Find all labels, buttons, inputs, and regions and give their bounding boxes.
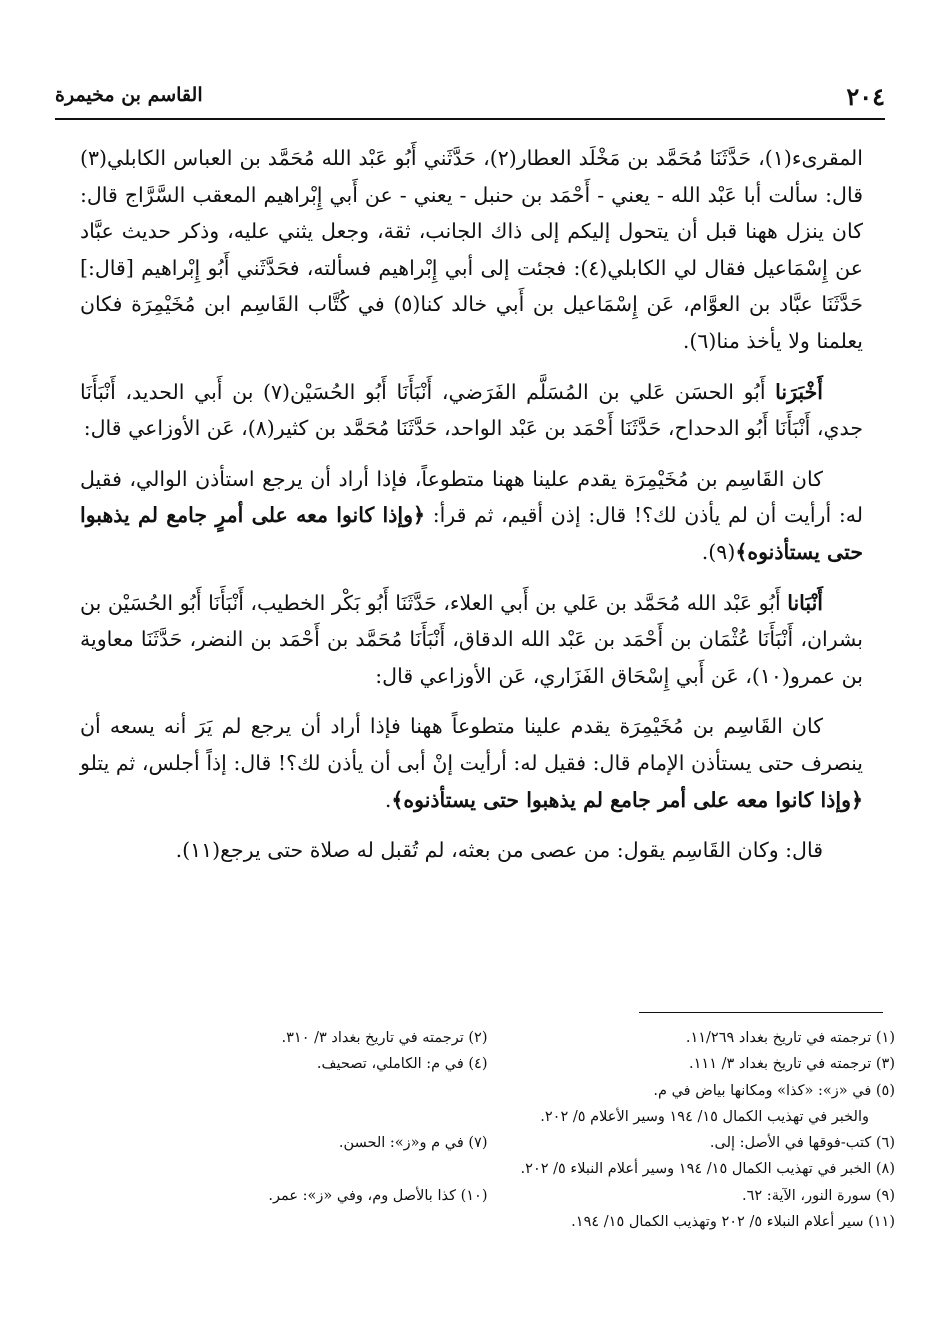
- paragraph-5-text: كان القَاسِم بن مُخَيْمِرَة يقدم علينا متطوعاً ههنا فإذا أراد أن يرجع لم يَرَ أنه يسعه أن ينصرف حتى يستأذن الإمام قال: فقيل له: أرأيت إنْ أبى أن يأذن لك؟! قال: إذاً أجلس، ثم يتلو: [80, 714, 863, 775]
- footnote-row: [80, 1051, 895, 1077]
- quran-verse: ﴿وإذا كانوا معه على أمر جامع لم يذهبوا حتى يستأذنوه﴾: [391, 787, 863, 812]
- footnote-5-continued: والخبر في تهذيب الكمال ١٥/ ١٩٤ وسير الأعلام ٥/ ٢٠٢.: [540, 1108, 869, 1125]
- footnote-11: (١١) سير أعلام النبلاء ٥/ ٢٠٢ وتهذيب الكمال ١٥/ ١٩٤.: [571, 1214, 895, 1231]
- paragraph-2: [80, 374, 863, 447]
- footnote-9: (٩) سورة النور، الآية: ٦٢.: [742, 1187, 895, 1204]
- footnotes: [80, 1025, 895, 1235]
- paragraph-3-tail: (٩).: [701, 539, 736, 564]
- footnote-5: (٥) في «ز»: «كذا» ومكانها بياض في م.: [653, 1082, 895, 1099]
- paragraph-3-text: كان القَاسِم بن مُخَيْمِرَة يقدم علينا ههنا متطوعاً، فإذا أراد أن يرجع استأذن الوالي، فقيل له: أرأيت أن لم يأذن لك؟! قال: إذن أقيم، ثم قرأ:: [80, 466, 863, 528]
- footnote-row: [80, 1183, 895, 1209]
- footnote-2: (٢) ترجمته في تاريخ بغداد ٣/ ٣١٠.: [281, 1030, 488, 1046]
- paragraph-6: [80, 832, 863, 869]
- paragraph-5-tail: .: [384, 787, 392, 812]
- header-rule: [55, 118, 885, 120]
- footnote-row: [80, 1130, 895, 1156]
- footnote-8: (٨) الخبر في تهذيب الكمال ١٥/ ١٩٤ وسير أعلام النبلاء ٥/ ٢٠٢.: [520, 1161, 895, 1178]
- footnote-row: [80, 1025, 895, 1051]
- paragraph-5: [80, 708, 863, 818]
- running-title: القاسم بن مخيمرة: [55, 84, 203, 106]
- main-text: [80, 140, 863, 869]
- footnote-7: (٧) في م و«ز»: الحسن.: [338, 1135, 488, 1152]
- footnote-rule: [639, 1012, 883, 1013]
- footnote-1: (١) ترجمته في تاريخ بغداد ١١/٢٦٩.: [685, 1030, 895, 1046]
- isnad-keyword: أَنْبَانا: [787, 590, 823, 615]
- paragraph-2-text: أَبُو الحسَن عَلي بن المُسَلَّم الفَرَضي، أَنْبَأَنَا أَبُو الحُسَيْن(٧) بن أَبي الحديد، أَنْبَأَنَا جدي، أَنْبَأَنَا أَبُو الدحداح، حَدَّثَنَا أَحْمَد بن عَبْد الواحد، حَدَّثَنَا مُحَمَّد بن كثير(٨)، عَن الأوزاعي قال:: [80, 379, 863, 441]
- footnote-4: (٤) في م: الكاملي، تصحيف.: [316, 1056, 488, 1073]
- paragraph-4: [80, 585, 863, 695]
- isnad-keyword: أَخْبَرَنا: [775, 379, 823, 404]
- page-number: ٢٠٤: [846, 82, 885, 111]
- paragraph-3: [80, 461, 863, 571]
- footnote-3: (٣) ترجمته في تاريخ بغداد ٣/ ١١١.: [689, 1056, 895, 1073]
- quran-verse: ﴿وإذا كانوا معه على أمرٍ جامع لم يذهبوا حتى يستأذنوه﴾: [80, 503, 863, 564]
- paragraph-1-text: المقرىء(١)، حَدَّثَنَا مُحَمَّد بن مَخْلَد العطار(٢)، حَدَّثَني أَبُو عَبْد الله مُحَمَّد بن العباس الكابلي(٣) قال: سألت أبا عَبْد الله - يعني - أَحْمَد بن حنبل - يعني - عن أَبي إِبْراهيم المعقب السَّرَّاج قال: كان ينزل ههنا قبل أن يتحول إليكم إلى ذاك الجانب، ثقة، وجعل يثني عليه، وذكر حديث عبَّاد عن إِسْمَاعيل فقال لي الكابلي(٤): فجئت إلى أبي إِبْراهيم فسألته، فحَدَّثَني أَبُو إِبْراهيم [قال:] حَدَّثَنَا عبَّاد بن العوَّام، عَن إِسْمَاعيل بن أَبي خالد كنا(٥) في كُتَّاب القَاسِم ابن مُخَيْمِرَة فكان يعلمنا ولا يأخذ منا(٦).: [80, 146, 863, 353]
- page-header: [55, 78, 885, 112]
- paragraph-6-text: قال: وكان القَاسِم يقول: من عصى من بعثه، لم تُقبل له صلاة حتى يرجع(١١).: [175, 838, 823, 863]
- footnote-6: (٦) كتب-فوقها في الأصل: إلى.: [709, 1135, 895, 1152]
- paragraph-4-text: أَبُو عَبْد الله مُحَمَّد بن عَلي بن أَبي العلاء، حَدَّثَنَا أَبُو بَكْر الخطيب، أَنْبَأَنَا أَبُو الحُسَيْن بن بشران، أَنْبَأَنَا عُثْمَان بن أَحْمَد بن عَبْد الله الدقاق، أَنْبَأَنَا مُحَمَّد بن أَحْمَد بن النضر، حَدَّثَنَا معاوية بن عمرو(١٠)، عَن أَبي إِسْحَاق الفَزَاري، عَن الأوزاعي قال:: [80, 590, 863, 688]
- paragraph-1: [80, 140, 863, 360]
- footnote-10: (١٠) كذا بالأصل وم، وفي «ز»: عمر.: [268, 1187, 488, 1204]
